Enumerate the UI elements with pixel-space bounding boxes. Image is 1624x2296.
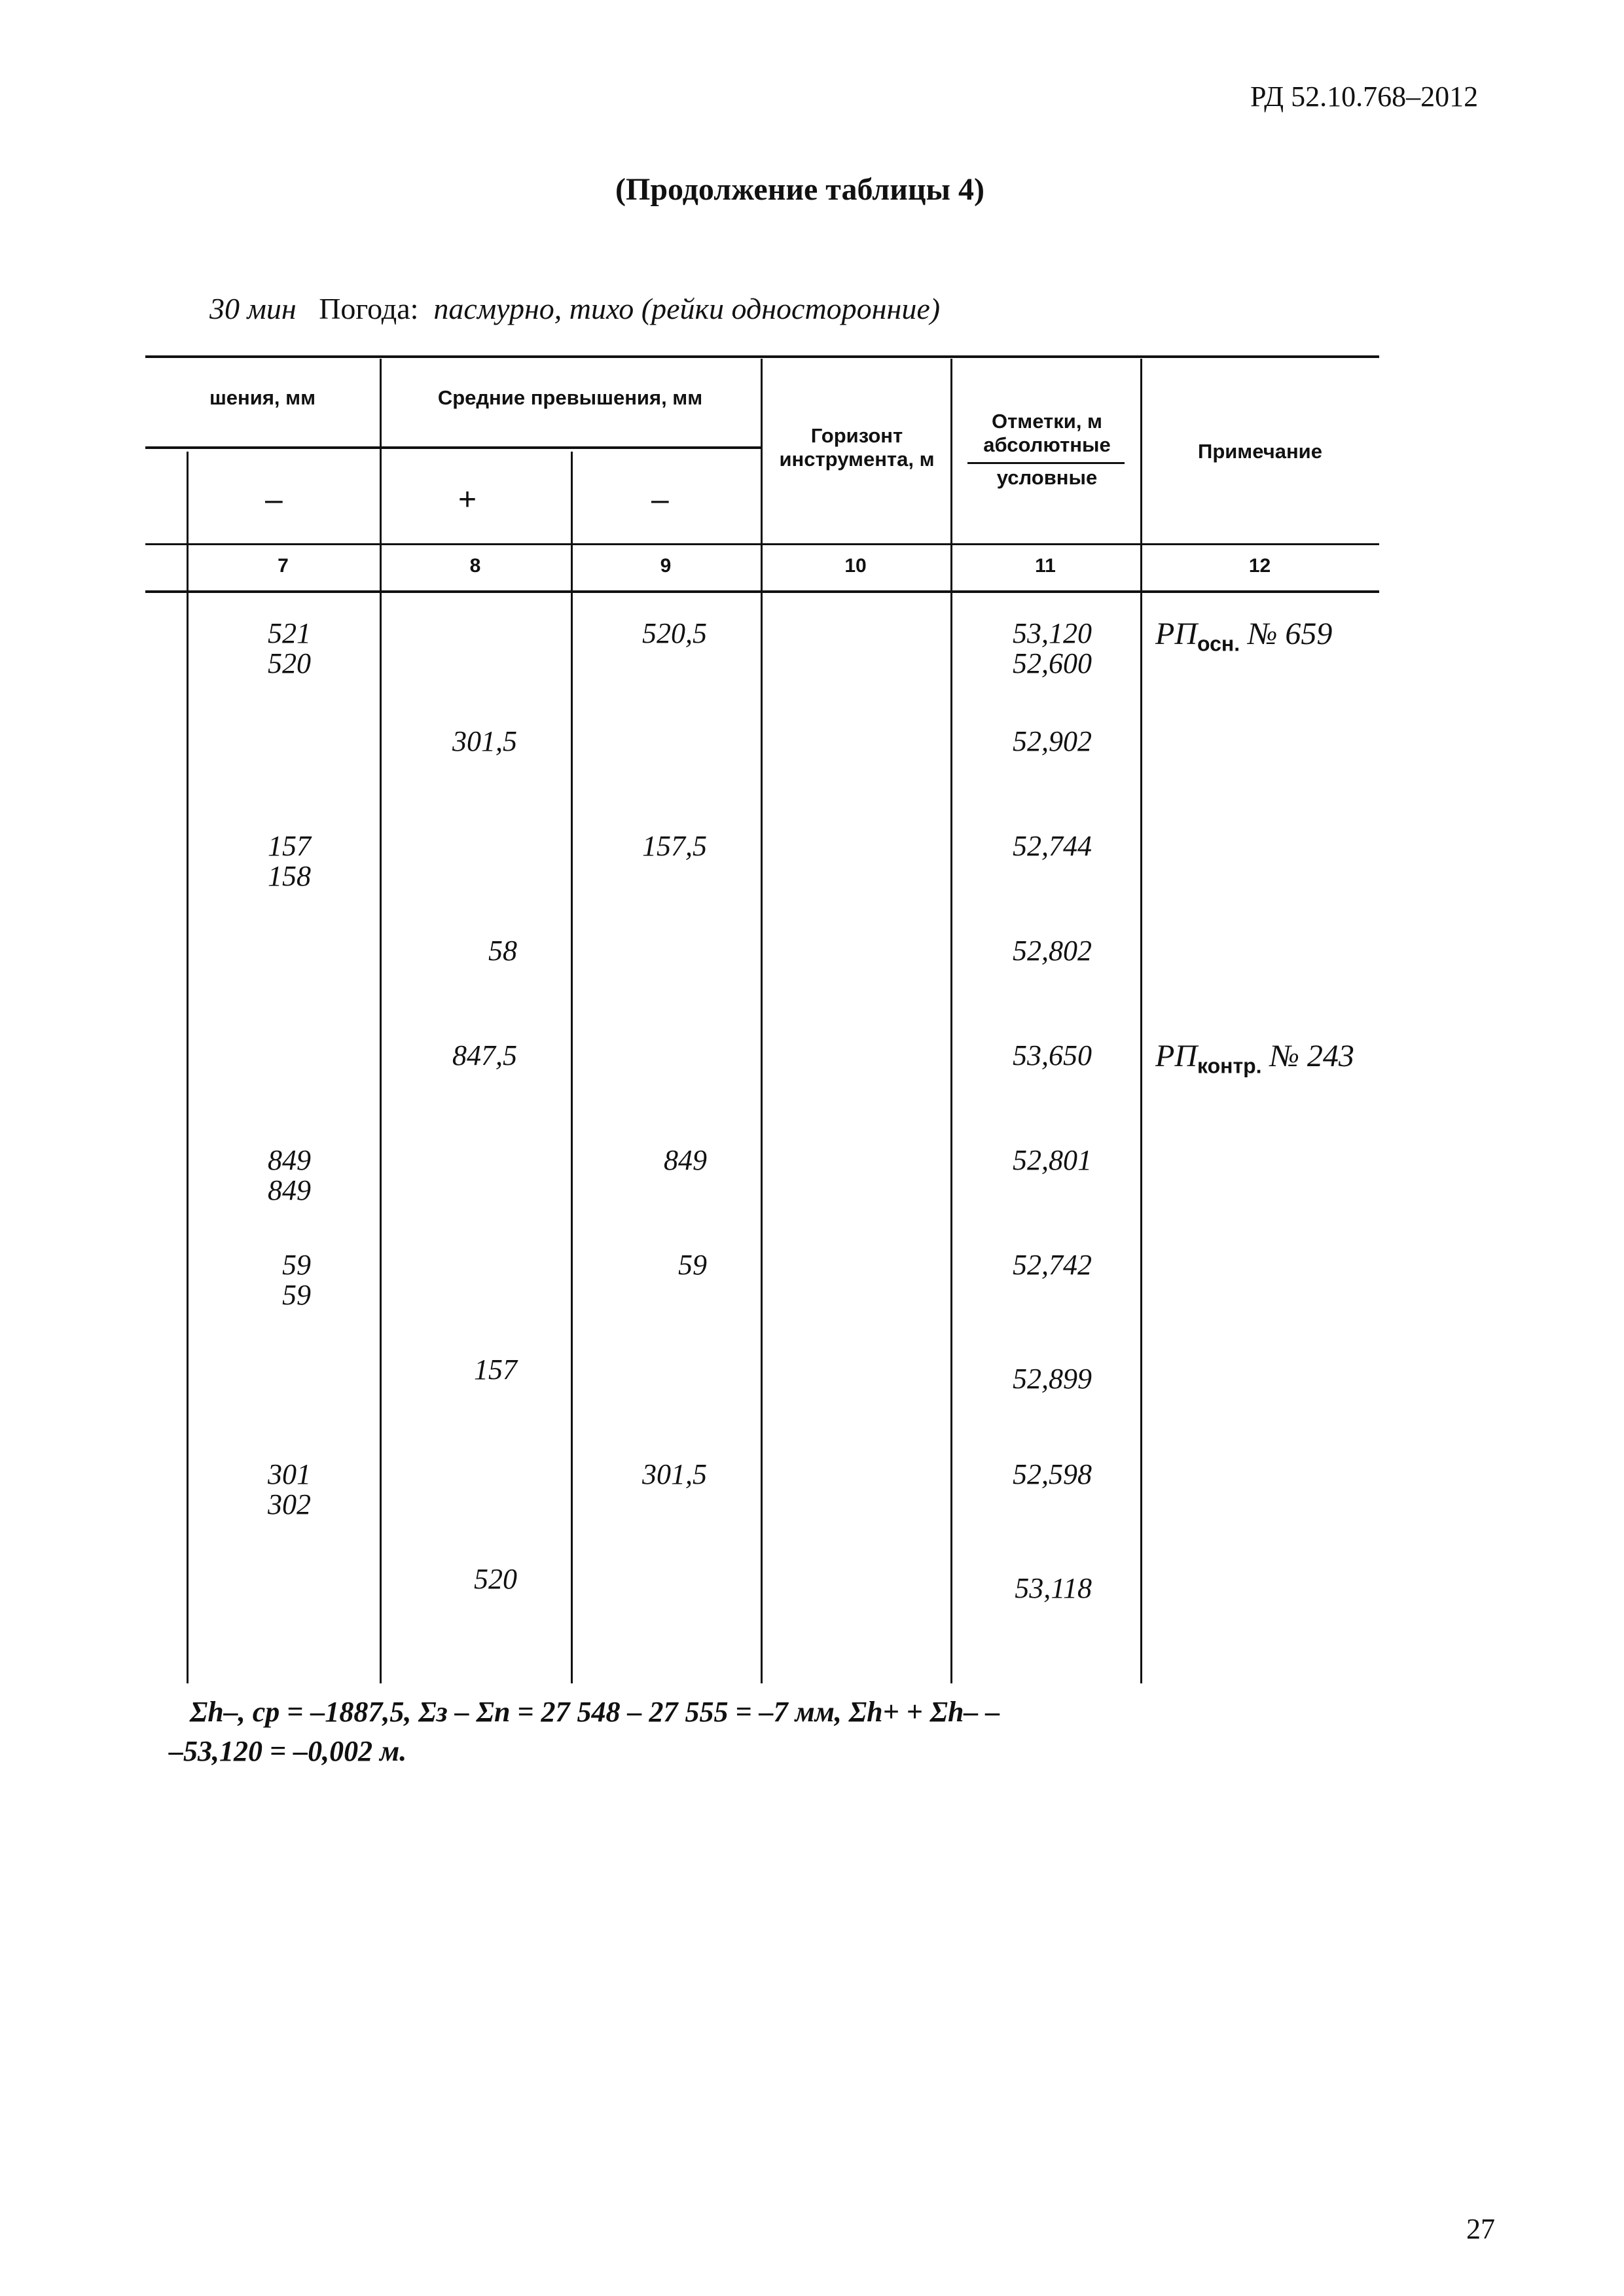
table-top-rule	[145, 355, 1379, 358]
cell-value: 301,5	[452, 725, 517, 757]
cell-value: 53,120	[1013, 617, 1092, 649]
cell-value: 849	[664, 1144, 707, 1176]
header-note: Примечание	[1198, 440, 1322, 463]
cell-value: 849	[268, 1174, 311, 1206]
continuation-title: (Продолжение таблицы 4)	[615, 172, 984, 207]
cell-value: 521	[268, 617, 311, 649]
cell-note	[1155, 1038, 1354, 1079]
cell-value: 302	[268, 1488, 311, 1520]
note-main: РП	[1155, 1039, 1197, 1073]
cell-col11	[1013, 1145, 1092, 1175]
sign-plus-col8: +	[458, 482, 477, 517]
cell-value: 157,5	[642, 830, 707, 862]
cell-value: 520,5	[642, 617, 707, 649]
col9-left-rule	[571, 452, 573, 1683]
cell-col8	[474, 1355, 517, 1385]
cell-value: 847,5	[452, 1039, 517, 1071]
cell-col11	[1013, 619, 1092, 679]
cell-col8	[488, 936, 517, 966]
sign-minus-col9: –	[651, 482, 669, 517]
cell-value: 52,600	[1013, 647, 1092, 679]
weather-line	[209, 291, 940, 326]
cell-col7	[282, 1250, 311, 1310]
cell-value: 53,650	[1013, 1039, 1092, 1071]
cell-value: 52,744	[1013, 830, 1092, 862]
cell-value: 58	[488, 935, 517, 967]
weather-conditions: пасмурно, тихо (рейки односторонние)	[433, 292, 941, 325]
cell-col11	[1013, 1364, 1092, 1394]
column-number-10: 10	[844, 555, 867, 577]
mean-group-rule	[145, 446, 761, 449]
cell-col8	[452, 1041, 517, 1071]
cell-col7	[268, 619, 311, 679]
cell-value: 59	[678, 1249, 707, 1281]
cell-value: 52,801	[1013, 1144, 1092, 1176]
cell-col11	[1013, 936, 1092, 966]
cell-col7	[268, 1460, 311, 1520]
cell-col11	[1013, 831, 1092, 861]
cell-value: 520	[474, 1563, 517, 1595]
header-marks-top: Отметки, м	[992, 410, 1102, 433]
sign-minus-col7: –	[265, 482, 283, 517]
cell-value: 52,899	[1013, 1363, 1092, 1395]
cell-note	[1155, 616, 1332, 656]
cell-value: 301	[268, 1458, 311, 1490]
cell-col11	[1013, 1250, 1092, 1280]
cell-value: 53,118	[1015, 1572, 1092, 1604]
cell-col7	[268, 1145, 311, 1206]
cell-col9	[664, 1145, 707, 1175]
note-subscript: осн.	[1197, 632, 1240, 656]
cell-value: 59	[282, 1279, 311, 1311]
page-number: 27	[1466, 2213, 1495, 2245]
col7-left-rule	[187, 452, 189, 1683]
cell-col11	[1013, 1041, 1092, 1071]
weather-label: Погода:	[319, 292, 419, 325]
note-main: РП	[1155, 617, 1197, 651]
cell-col11	[1013, 1460, 1092, 1490]
document-code: РД 52.10.768–2012	[1250, 81, 1479, 113]
cell-value: 301,5	[642, 1458, 707, 1490]
header-marks-conditional: условные	[996, 466, 1098, 489]
note-number: № 243	[1261, 1039, 1354, 1073]
cell-col9	[642, 1460, 707, 1490]
cell-value: 59	[282, 1249, 311, 1281]
header-col7-group: шения, мм	[209, 386, 316, 409]
cell-col8	[474, 1564, 517, 1594]
header-marks-absolute: абсолютные	[983, 433, 1111, 456]
cell-value: 52,742	[1013, 1249, 1092, 1281]
cell-value: 157	[474, 1354, 517, 1386]
weather-time: 30 мин	[209, 292, 297, 325]
header-horizon: Горизонт инструмента, м	[779, 424, 935, 471]
column-number-12: 12	[1248, 555, 1271, 577]
note-number: № 659	[1240, 617, 1333, 651]
marks-divider-rule	[967, 462, 1125, 464]
cell-value: 158	[268, 860, 311, 892]
cell-value: 520	[268, 647, 311, 679]
column-number-7: 7	[278, 555, 289, 577]
column-number-8: 8	[469, 555, 481, 577]
cell-col9	[678, 1250, 707, 1280]
cell-value: 52,598	[1013, 1458, 1092, 1490]
cell-col7	[268, 831, 311, 891]
cell-value: 52,902	[1013, 725, 1092, 757]
summary-line-2: –53,120 = –0,002 м.	[169, 1735, 407, 1767]
cell-col9	[642, 619, 707, 649]
cell-col8	[452, 726, 517, 757]
header-mean-group: Средние превышения, мм	[437, 386, 703, 409]
cell-value: 52,802	[1013, 935, 1092, 967]
cell-col11	[1013, 726, 1092, 757]
cell-value: 157	[268, 830, 311, 862]
column-number-11: 11	[1035, 555, 1056, 577]
note-subscript: контр.	[1197, 1054, 1262, 1078]
cell-col9	[642, 831, 707, 861]
summary-line-1: Σh–, ср = –1887,5, Σз – Σп = 27 548 – 27 555 = –7 мм, Σh+ + Σh– –	[190, 1696, 1000, 1728]
column-number-9: 9	[660, 555, 672, 577]
cell-col11	[1015, 1573, 1092, 1604]
cell-value: 849	[268, 1144, 311, 1176]
